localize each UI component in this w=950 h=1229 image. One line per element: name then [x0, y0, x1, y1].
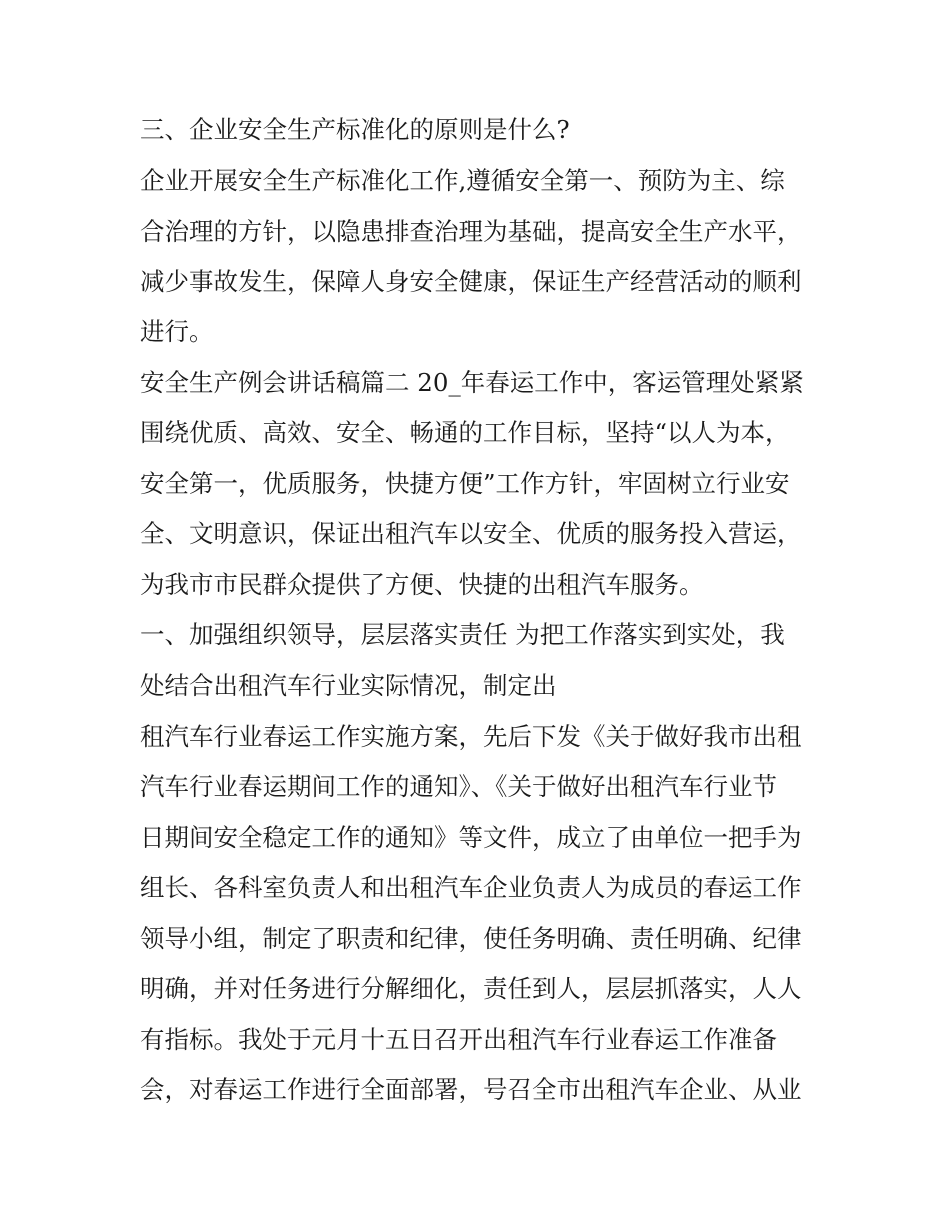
text-line: 合治理的方针，以隐患排查治理为基础，提高安全生产水平， — [140, 217, 802, 246]
text-line: 日期间安全稳定工作的通知》等文件，成立了由单位一把手为 — [140, 823, 802, 852]
text-line: 企业开展安全生产标准化工作,遵循安全第一、预防为主、综 — [140, 166, 785, 195]
text-line: 围绕优质、高效、安全、畅通的工作目标，坚持“以人为本， — [140, 418, 790, 447]
text-line: 汽车行业春运期间工作的通知》、《关于做好出租汽车行业节 — [140, 772, 777, 801]
text-line: 领导小组，制定了职责和纪律，使任务明确、责任明确、纪律 — [140, 924, 802, 953]
text-line: 处结合出租汽车行业实际情况，制定出 — [140, 671, 557, 700]
section-heading: 三、企业安全生产标准化的原则是什么? — [140, 115, 570, 144]
section-heading: 一、加强组织领导，层层落实责任 为把工作落实到实处，我 — [140, 620, 785, 649]
text-line: 明确，并对任务进行分解细化，责任到人，层层抓落实，人人 — [140, 974, 802, 1003]
text-line: 安全第一，优质服务，快捷方便”工作方针，牢固树立行业安 — [140, 469, 790, 498]
text-line: 会，对春运工作进行全面部署，号召全市出租汽车企业、从业 — [140, 1075, 802, 1104]
text-line: 租汽车行业春运工作实施方案，先后下发《关于做好我市出租 — [140, 722, 802, 751]
text-line: 为我市市民群众提供了方便、快捷的出租汽车服务。 — [140, 570, 704, 599]
text-line: 全、文明意识，保证出租汽车以安全、优质的服务投入营运， — [140, 519, 802, 548]
text-line: 进行。 — [140, 317, 214, 346]
text-line: 组长、各科室负责人和出租汽车企业负责人为成员的春运工作 — [140, 873, 802, 902]
text-line: 安全生产例会讲话稿篇二 20_年春运工作中，客运管理处紧紧 — [140, 368, 804, 397]
text-line: 减少事故发生，保障人身安全健康，保证生产经营活动的顺利 — [140, 267, 802, 296]
text-line: 有指标。我处于元月十五日召开出租汽车行业春运工作准备 — [140, 1025, 777, 1054]
